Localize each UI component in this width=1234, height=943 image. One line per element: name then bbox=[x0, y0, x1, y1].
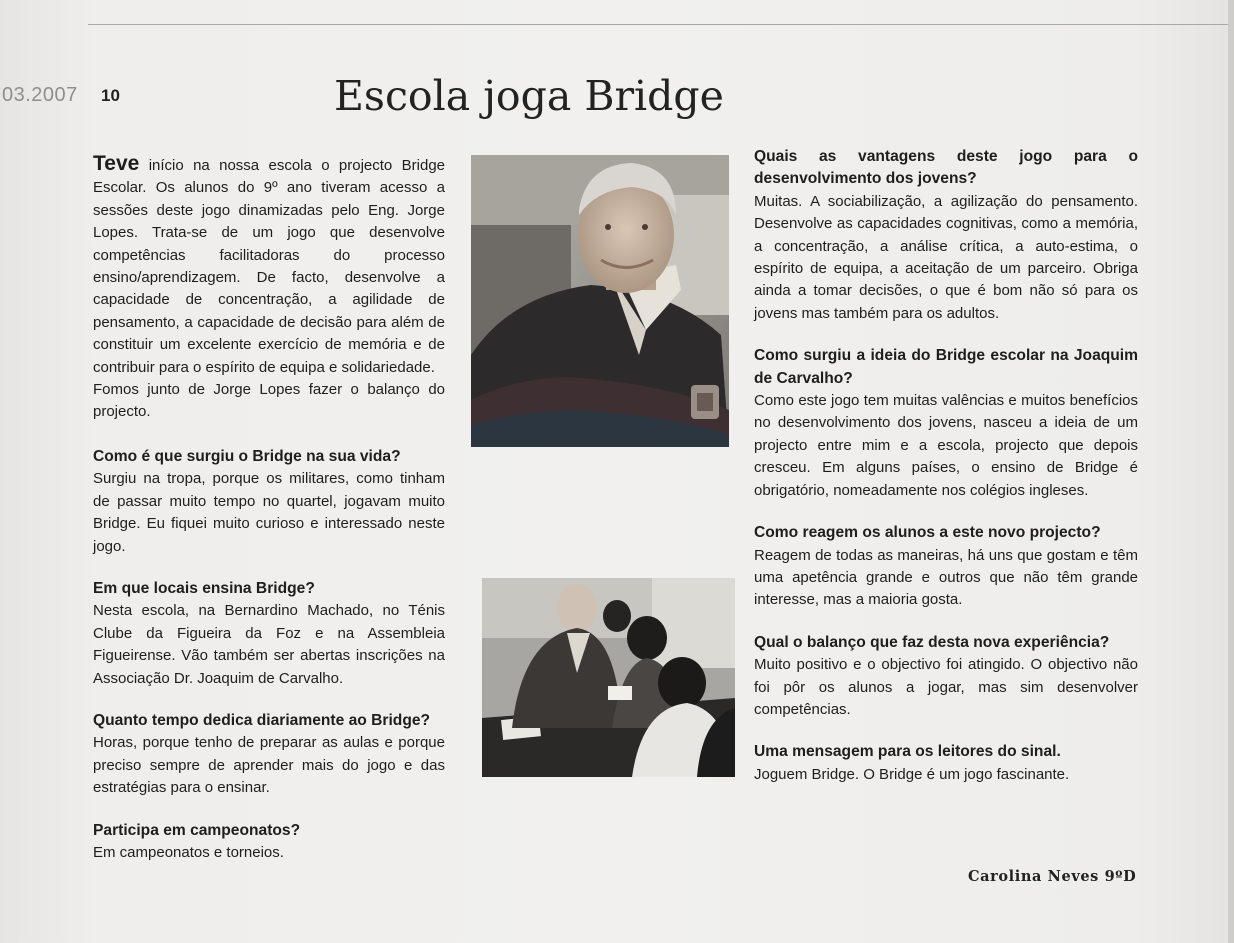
game-photo bbox=[482, 578, 735, 777]
intro-paragraph bbox=[93, 153, 445, 379]
issue-date: 03.2007 bbox=[2, 84, 78, 106]
question: Quanto tempo dedica diariamente ao Bridge? bbox=[93, 711, 431, 729]
answer: Muito positivo e o objectivo foi atingido. O objectivo não foi pôr os alunos a jogar, mas sim desenvolver competências. bbox=[754, 656, 1138, 718]
answer: Reagem de todas as maneiras, há uns que gostam e têm uma apetência grande e outros que não têm grande interesse, mas a maioria gosta. bbox=[754, 546, 1138, 609]
lead-word: Teve bbox=[93, 152, 140, 175]
answer: Nesta escola, na Bernardino Machado, no Ténis Clube da Figueira da Foz e na Assembleia Figueirense. Vão também ser abertas inscrições na Associação Dr. Joaquim de Carvalho. bbox=[93, 602, 445, 687]
top-rule bbox=[88, 24, 1228, 25]
question: Como surgiu a ideia do Bridge escolar na Joaquim de Carvalho? bbox=[754, 347, 1138, 387]
answer: Joguem Bridge. O Bridge é um jogo fascinante. bbox=[754, 765, 1070, 783]
answer: Como este jogo tem muitas valências e muitos benefícios no desenvolvimento dos jovens, nasceu a ideia de um projecto entre mim e a escola, projecto que depois cresceu. Em alguns países, o ensino de Bridge é obrigatório, nomeadamente nos colégios ingleses. bbox=[754, 392, 1138, 499]
page-number: 10 bbox=[101, 86, 120, 105]
question: Quais as vantagens deste jogo para o desenvolvimento dos jovens? bbox=[754, 148, 1138, 188]
question: Uma mensagem para os leitores do sinal. bbox=[754, 743, 1061, 761]
answer: Horas, porque tenho de preparar as aulas e porque preciso sempre de aprender mais do jogo e das estratégias para o ensinar. bbox=[93, 734, 445, 797]
right-column bbox=[754, 146, 1138, 786]
article-title: Escola joga Bridge bbox=[334, 72, 724, 120]
question: Como é que surgiu o Bridge na sua vida? bbox=[93, 447, 401, 465]
portrait-illustration bbox=[471, 155, 729, 447]
left-column bbox=[93, 153, 445, 864]
author-byline: Carolina Neves 9ºD bbox=[968, 868, 1137, 885]
portrait-photo bbox=[471, 155, 729, 447]
page-edge bbox=[1228, 0, 1234, 943]
intro-text: início na nossa escola o projecto Bridge Escolar. Os alunos do 9º ano tiveram acesso a sessões deste jogo dinamizadas pelo Eng. Jorge Lopes. Trata-se de um jogo que desenvolve competências facilitadoras do processo ensino/aprendizagem. De facto, desenvolve a capacidade de concentração, a agilidade de pensamento, a capacidade de decisão para além de constituir um excelente exercício de memória e de contribuir para o espírito de equipa e solidariedade. bbox=[93, 157, 445, 376]
question: Qual o balanço que faz desta nova experiência? bbox=[754, 633, 1110, 651]
question: Participa em campeonatos? bbox=[93, 821, 301, 839]
answer: Em campeonatos e torneios. bbox=[93, 843, 284, 861]
intro-paragraph-2: Fomos junto de Jorge Lopes fazer o balanço do projecto. bbox=[93, 381, 445, 421]
question: Em que locais ensina Bridge? bbox=[93, 579, 315, 597]
question: Como reagem os alunos a este novo projecto? bbox=[754, 524, 1101, 542]
answer: Muitas. A sociabilização, a agilização do pensamento. Desenvolve as capacidades cognitivas, como a memória, a concentração, a análise crítica, a auto-estima, o espírito de equipa, a aceitação de um parceiro. Obriga ainda a tomar decisões, o que é bom não só para os jovens mas também para os adultos. bbox=[754, 192, 1138, 322]
students-playing-illustration bbox=[482, 578, 735, 777]
answer: Surgiu na tropa, porque os militares, como tinham de passar muito tempo no quartel, jogavam muito Bridge. Eu fiquei muito curioso e interessado neste jogo. bbox=[93, 470, 445, 555]
